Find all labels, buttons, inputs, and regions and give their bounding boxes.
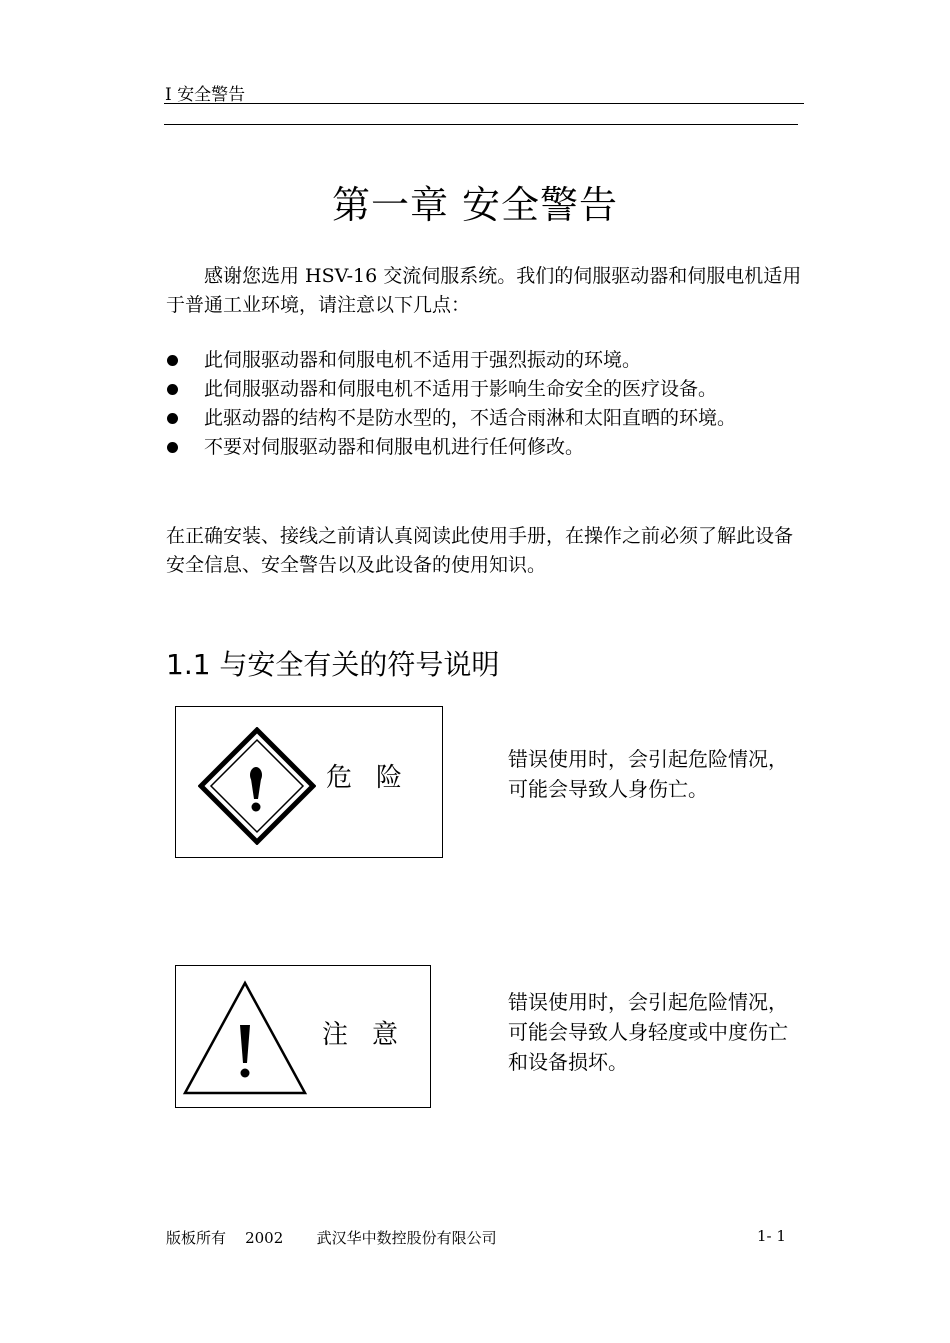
- bullet-icon: [167, 384, 178, 395]
- header-rule-bottom: [164, 124, 798, 125]
- triangle-exclamation-icon: [181, 979, 309, 1097]
- intro-paragraph: [166, 262, 806, 320]
- bullet-icon: [167, 355, 178, 366]
- header-rule-top: [164, 103, 804, 104]
- bullet-icon: [167, 413, 178, 424]
- footer-copyright: 版板所有 2002 武汉华中数控股份有限公司: [166, 1229, 497, 1247]
- list-item: [166, 346, 806, 375]
- running-header: I 安全警告: [165, 85, 246, 105]
- caution-symbol-box: [175, 965, 431, 1108]
- list-item: [166, 433, 806, 462]
- description-line: 错误使用时，会引起危险情况，: [508, 990, 788, 1014]
- description-line: 可能会导致人身伤亡。: [508, 777, 708, 801]
- description-line: 可能会导致人身轻度或中度伤亡: [508, 1020, 788, 1044]
- caution-description: [508, 987, 848, 1077]
- diamond-exclamation-icon: [198, 727, 316, 845]
- section-heading: 1.1 与安全有关的符号说明: [166, 648, 500, 681]
- description-line: 错误使用时，会引起危险情况，: [508, 747, 788, 771]
- description-line: 和设备损坏。: [508, 1050, 628, 1074]
- bullet-icon: [167, 442, 178, 453]
- list-item-text: 此伺服驱动器和伺服电机不适用于强烈振动的环境。: [204, 349, 642, 371]
- list-item: [166, 404, 806, 433]
- caution-label: 注意: [322, 1020, 423, 1050]
- danger-label: 危险: [326, 763, 427, 793]
- chapter-title: 第一章 安全警告: [331, 183, 619, 227]
- danger-description: [508, 744, 848, 804]
- list-item: [166, 375, 806, 404]
- list-item-text: 此驱动器的结构不是防水型的，不适合雨淋和太阳直晒的环境。: [204, 407, 737, 429]
- page-number: 1- 1: [757, 1227, 786, 1245]
- danger-symbol-box: [175, 706, 443, 858]
- notice-paragraph: 在正确安装、接线之前请认真阅读此使用手册，在操作之前必须了解此设备安全信息、安全警告以及此设备的使用知识。: [166, 525, 794, 576]
- caution-bullet-list: [166, 346, 806, 462]
- intro-text: 感谢您选用 HSV-16 交流伺服系统。我们的伺服驱动器和伺服电机适用于普通工业环境，请注意以下几点：: [166, 265, 802, 316]
- list-item-text: 此伺服驱动器和伺服电机不适用于影响生命安全的医疗设备。: [204, 378, 718, 400]
- list-item-text: 不要对伺服驱动器和伺服电机进行任何修改。: [204, 436, 585, 458]
